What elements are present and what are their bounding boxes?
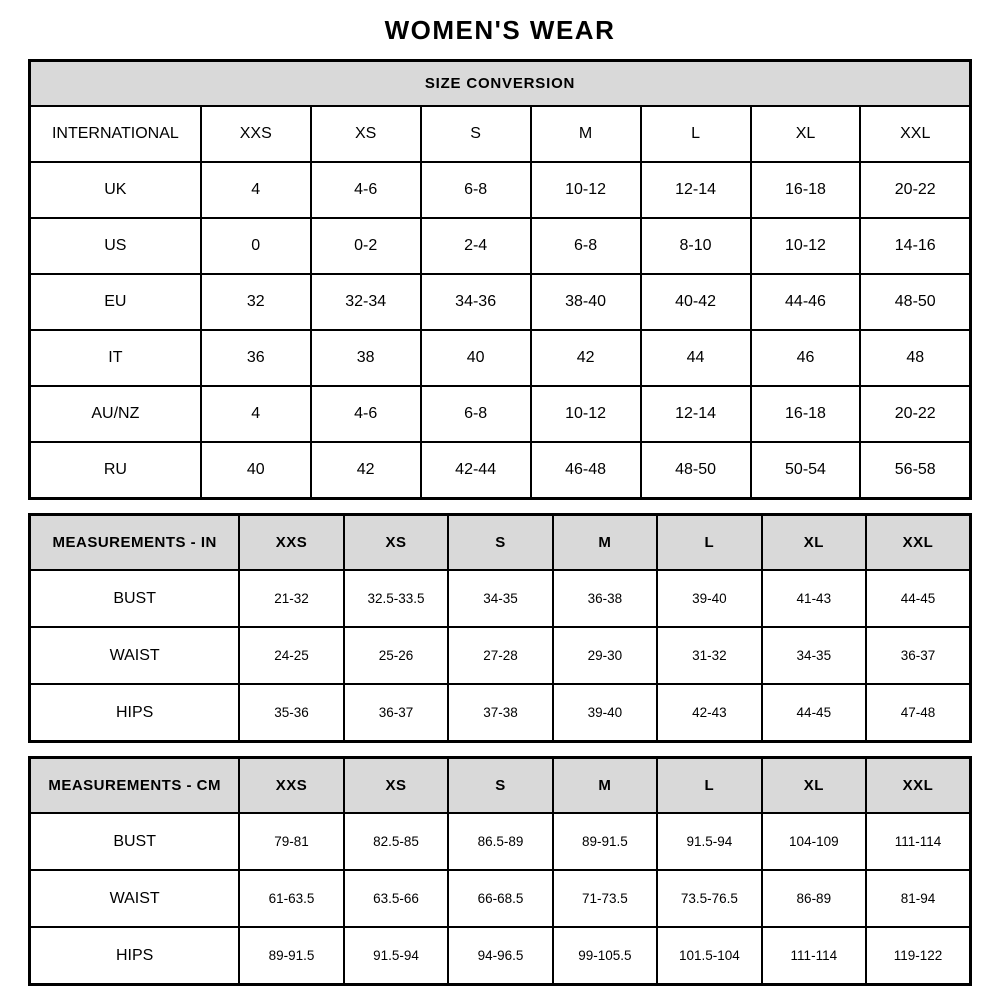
size-value-cell: 20-22 [860,162,970,218]
size-column-header: XXS [239,758,343,814]
size-value-cell: 6-8 [421,162,531,218]
size-conversion-table [28,59,972,500]
measurements-in-header-row [30,515,971,571]
size-value-cell: 6-8 [531,218,641,274]
size-column-header: S [448,758,552,814]
measurement-value-cell: 91.5-94 [344,927,448,985]
size-column-header: M [553,515,657,571]
measurement-value-cell: 31-32 [657,627,761,684]
size-value-cell: 4-6 [311,386,421,442]
size-column-header: XL [762,515,866,571]
size-value-cell: 44 [641,330,751,386]
column-header-international: INTERNATIONAL [30,106,201,162]
size-value-cell: 4 [201,386,311,442]
measurement-value-cell: 24-25 [239,627,343,684]
size-value-cell: 44-46 [751,274,861,330]
size-column-header: XXS [201,106,311,162]
measurement-value-cell: 79-81 [239,813,343,870]
size-column-header: XXL [866,515,970,571]
size-value-cell: 42 [531,330,641,386]
size-column-header: XL [762,758,866,814]
size-value-cell: 32 [201,274,311,330]
size-conversion-header: SIZE CONVERSION [30,61,971,107]
measurement-row-waist [30,870,971,927]
measurement-value-cell: 34-35 [448,570,552,627]
measurement-value-cell: 34-35 [762,627,866,684]
measurement-value-cell: 44-45 [866,570,970,627]
size-column-header: S [421,106,531,162]
measurement-value-cell: 42-43 [657,684,761,742]
size-value-cell: 48-50 [641,442,751,499]
measurements-cm-table [28,756,972,986]
measurement-value-cell: 47-48 [866,684,970,742]
size-column-header: XXS [239,515,343,571]
region-row-ru [30,442,971,499]
size-column-header: M [553,758,657,814]
size-column-header: XS [344,758,448,814]
size-value-cell: 56-58 [860,442,970,499]
size-value-cell: 12-14 [641,386,751,442]
size-column-header: XXL [860,106,970,162]
region-row-eu [30,274,971,330]
size-value-cell: 38 [311,330,421,386]
size-conversion-band [30,61,971,107]
measurement-row-bust [30,570,971,627]
size-conversion-columns-row [30,106,971,162]
size-value-cell: 16-18 [751,386,861,442]
region-label: IT [30,330,201,386]
measurements-in-header: MEASUREMENTS - IN [30,515,240,571]
measurement-value-cell: 89-91.5 [553,813,657,870]
size-value-cell: 48 [860,330,970,386]
size-value-cell: 42-44 [421,442,531,499]
size-value-cell: 12-14 [641,162,751,218]
measurement-value-cell: 82.5-85 [344,813,448,870]
measurement-value-cell: 73.5-76.5 [657,870,761,927]
measurement-value-cell: 119-122 [866,927,970,985]
measurement-value-cell: 81-94 [866,870,970,927]
size-value-cell: 6-8 [421,386,531,442]
measurements-cm-header: MEASUREMENTS - CM [30,758,240,814]
size-value-cell: 10-12 [751,218,861,274]
measurement-value-cell: 32.5-33.5 [344,570,448,627]
measurement-value-cell: 39-40 [553,684,657,742]
region-label: RU [30,442,201,499]
measurement-label: HIPS [30,684,240,742]
measurement-value-cell: 36-37 [866,627,970,684]
size-value-cell: 34-36 [421,274,531,330]
measurement-value-cell: 71-73.5 [553,870,657,927]
size-column-header: XS [311,106,421,162]
measurement-value-cell: 21-32 [239,570,343,627]
measurement-value-cell: 94-96.5 [448,927,552,985]
measurement-label: HIPS [30,927,240,985]
measurement-value-cell: 27-28 [448,627,552,684]
measurement-label: WAIST [30,627,240,684]
size-value-cell: 20-22 [860,386,970,442]
region-row-uk [30,162,971,218]
region-label: AU/NZ [30,386,201,442]
size-value-cell: 36 [201,330,311,386]
measurement-value-cell: 86.5-89 [448,813,552,870]
measurement-label: BUST [30,570,240,627]
region-row-us [30,218,971,274]
size-value-cell: 40 [201,442,311,499]
measurement-value-cell: 41-43 [762,570,866,627]
measurement-row-bust [30,813,971,870]
measurement-row-hips [30,684,971,742]
page-title: WOMEN'S WEAR [384,15,616,45]
measurement-value-cell: 89-91.5 [239,927,343,985]
measurement-value-cell: 86-89 [762,870,866,927]
size-value-cell: 32-34 [311,274,421,330]
region-label: EU [30,274,201,330]
size-column-header: XS [344,515,448,571]
measurement-value-cell: 36-38 [553,570,657,627]
size-value-cell: 10-12 [531,162,641,218]
measurement-value-cell: 101.5-104 [657,927,761,985]
measurement-value-cell: 111-114 [866,813,970,870]
measurement-value-cell: 104-109 [762,813,866,870]
region-label: US [30,218,201,274]
size-value-cell: 2-4 [421,218,531,274]
size-value-cell: 50-54 [751,442,861,499]
size-value-cell: 48-50 [860,274,970,330]
size-column-header: L [657,758,761,814]
size-value-cell: 4 [201,162,311,218]
measurement-value-cell: 37-38 [448,684,552,742]
measurement-value-cell: 44-45 [762,684,866,742]
size-value-cell: 38-40 [531,274,641,330]
measurement-value-cell: 63.5-66 [344,870,448,927]
measurement-label: BUST [30,813,240,870]
measurement-value-cell: 111-114 [762,927,866,985]
measurement-value-cell: 36-37 [344,684,448,742]
size-value-cell: 16-18 [751,162,861,218]
size-value-cell: 10-12 [531,386,641,442]
measurements-cm-header-row [30,758,971,814]
size-value-cell: 0-2 [311,218,421,274]
region-row-aunz [30,386,971,442]
size-column-header: L [657,515,761,571]
size-column-header: S [448,515,552,571]
size-column-header: M [531,106,641,162]
measurement-value-cell: 66-68.5 [448,870,552,927]
size-value-cell: 14-16 [860,218,970,274]
measurement-value-cell: 25-26 [344,627,448,684]
measurement-value-cell: 35-36 [239,684,343,742]
size-value-cell: 40 [421,330,531,386]
measurement-value-cell: 61-63.5 [239,870,343,927]
size-column-header: XL [751,106,861,162]
measurement-label: WAIST [30,870,240,927]
region-row-it [30,330,971,386]
measurement-row-hips [30,927,971,985]
size-column-header: XXL [866,758,970,814]
size-value-cell: 4-6 [311,162,421,218]
measurement-value-cell: 99-105.5 [553,927,657,985]
measurement-value-cell: 29-30 [553,627,657,684]
size-value-cell: 8-10 [641,218,751,274]
measurement-row-waist [30,627,971,684]
size-value-cell: 46 [751,330,861,386]
size-column-header: L [641,106,751,162]
measurement-value-cell: 91.5-94 [657,813,761,870]
size-value-cell: 42 [311,442,421,499]
size-value-cell: 46-48 [531,442,641,499]
measurements-in-table [28,513,972,743]
region-label: UK [30,162,201,218]
measurement-value-cell: 39-40 [657,570,761,627]
size-value-cell: 0 [201,218,311,274]
size-value-cell: 40-42 [641,274,751,330]
